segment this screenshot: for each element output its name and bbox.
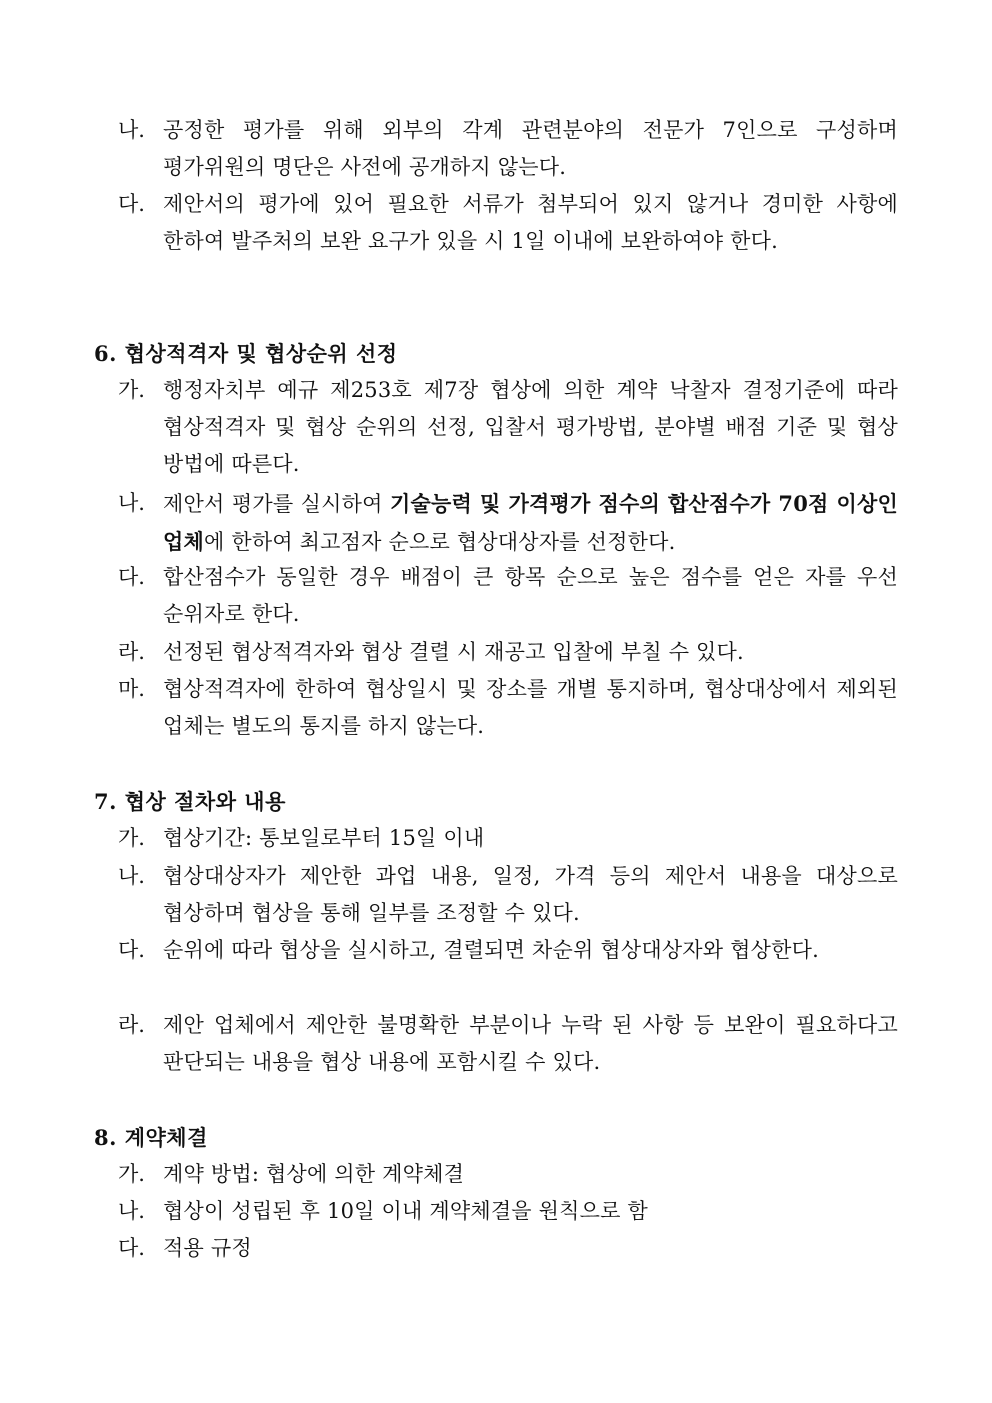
item-text: 적용 규정 xyxy=(163,1236,252,1260)
item-text: 협상적격자에 한하여 협상일시 및 장소를 개별 통지하며, 협상대상에서 제외된 업체는 별도의 통지를 하지 않는다. xyxy=(163,677,898,738)
item-marker: 다. xyxy=(118,938,145,962)
item-marker: 나. xyxy=(118,118,145,142)
item-marker: 나. xyxy=(118,491,145,515)
item-text: 순위에 따라 협상을 실시하고, 결렬되면 차순위 협상대상자와 협상한다. xyxy=(163,938,819,962)
item-marker: 나. xyxy=(118,864,145,888)
item-text-bold: 기술능력 및 가격평가 점수의 합산점수가 70점 이상인 업체 xyxy=(163,491,898,554)
item-marker: 나. xyxy=(118,1199,145,1223)
item-marker: 라. xyxy=(118,1013,145,1037)
item-text: 제안 업체에서 제안한 불명확한 부분이나 누락 된 사항 등 보완이 필요하다고 판단되는 내용을 협상 내용에 포함시킬 수 있다. xyxy=(163,1013,898,1074)
item-text xyxy=(163,485,898,561)
item-text: 협상기간: 통보일로부터 15일 이내 xyxy=(163,826,485,850)
item-marker: 다. xyxy=(118,565,145,589)
item-marker: 다. xyxy=(118,1236,145,1260)
item-text-before: 제안서 평가를 실시하여 xyxy=(163,492,391,516)
item-text: 협상대상자가 제안한 과업 내용, 일정, 가격 등의 제안서 내용을 대상으로 협상하며 협상을 통해 일부를 조정할 수 있다. xyxy=(163,864,898,925)
item-text: 공정한 평가를 위해 외부의 각계 관련분야의 전문가 7인으로 구성하며 평가위원의 명단은 사전에 공개하지 않는다. xyxy=(163,118,898,179)
item-marker: 다. xyxy=(118,192,145,216)
section-heading-7: 7. 협상 절차와 내용 xyxy=(94,789,286,814)
item-text: 선정된 협상적격자와 협상 결렬 시 재공고 입찰에 부칠 수 있다. xyxy=(163,640,744,664)
item-text: 합산점수가 동일한 경우 배점이 큰 항목 순으로 높은 점수를 얻은 자를 우선 순위자로 한다. xyxy=(163,565,898,626)
item-text-after: 에 한하여 최고점자 순으로 협상대상자를 선정한다. xyxy=(203,530,676,554)
item-text: 협상이 성립된 후 10일 이내 계약체결을 원칙으로 함 xyxy=(163,1199,648,1223)
item-marker: 가. xyxy=(118,826,145,850)
item-marker: 라. xyxy=(118,640,145,664)
item-marker: 가. xyxy=(118,1162,145,1186)
item-marker: 가. xyxy=(118,378,145,402)
section-heading-8: 8. 계약체결 xyxy=(94,1125,208,1150)
item-text: 행정자치부 예규 제253호 제7장 협상에 의한 계약 낙찰자 결정기준에 따라 협상적격자 및 협상 순위의 선정, 입찰서 평가방법, 분야별 배점 기준 및 협상 방법에 따른다. xyxy=(163,378,898,476)
section-heading-6: 6. 협상적격자 및 협상순위 선정 xyxy=(94,341,398,366)
item-text: 계약 방법: 협상에 의한 계약체결 xyxy=(163,1162,465,1186)
item-text: 제안서의 평가에 있어 필요한 서류가 첨부되어 있지 않거나 경미한 사항에 한하여 발주처의 보완 요구가 있을 시 1일 이내에 보완하여야 한다. xyxy=(163,192,898,253)
item-marker: 마. xyxy=(118,677,145,701)
